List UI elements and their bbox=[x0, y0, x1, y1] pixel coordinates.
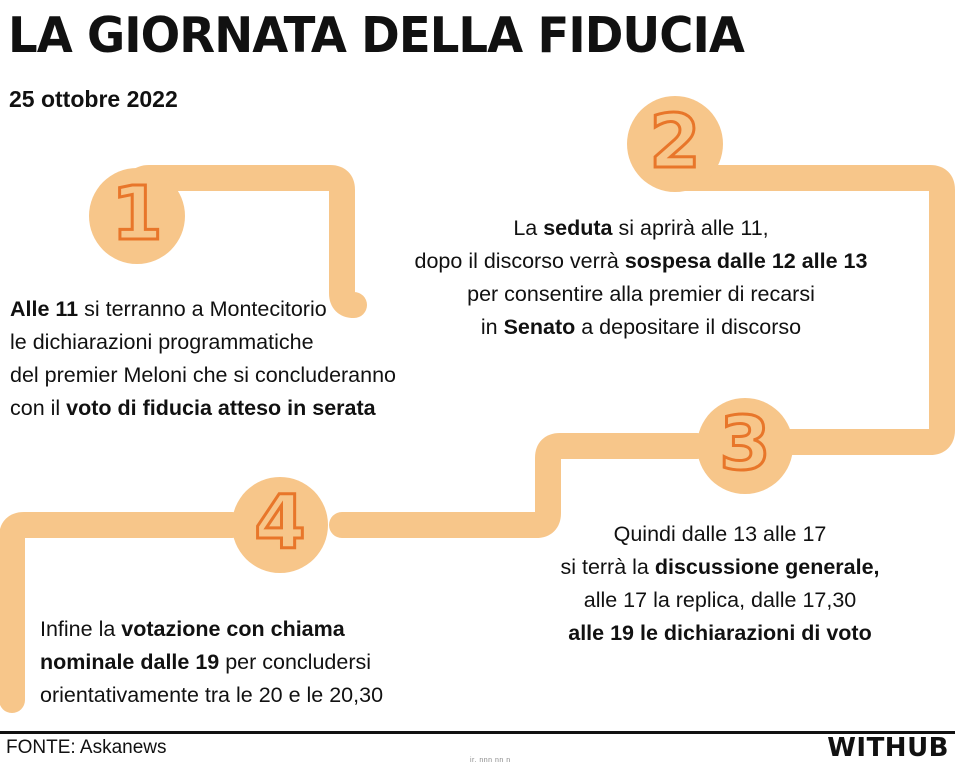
page-date: 25 ottobre 2022 bbox=[9, 86, 178, 112]
step-number-1: 1 bbox=[111, 171, 163, 257]
footer-divider bbox=[0, 731, 955, 734]
step-marker-1 bbox=[89, 168, 185, 264]
page-title: LA GIORNATA DELLA FIDUCIA bbox=[8, 7, 744, 64]
step-text-1: Alle 11 si terranno a Montecitorio le dichiarazioni programmatiche del premier Meloni che si concluderanno con il voto di fiducia atteso in serata bbox=[10, 297, 397, 420]
step-marker-3 bbox=[697, 398, 793, 494]
step-text-2: La seduta si aprirà alle 11, dopo il discorso verrà sospesa dalle 12 alle 13 per consentire alla premier di recarsi in Senato a depositare il discorso bbox=[414, 216, 868, 339]
step-number-2: 2 bbox=[649, 99, 701, 185]
step-number-3: 3 bbox=[719, 401, 771, 487]
step-text-4: Infine la votazione con chiama nominale dalle 19 per concludersi orientativamente tra le 20 e le 20,30 bbox=[40, 617, 384, 707]
footer-source: FONTE: Askanews bbox=[6, 737, 167, 758]
footer-brand: WITHUB bbox=[827, 733, 949, 763]
footer-microtext: ir. nnn nn n bbox=[470, 757, 511, 764]
step-text-3: Quindi dalle 13 alle 17 si terrà la discussione generale, alle 17 la replica, dalle 17,30 alle 19 le dichiarazioni di voto bbox=[560, 522, 880, 645]
step-marker-4 bbox=[232, 477, 328, 573]
step-marker-2 bbox=[627, 96, 723, 192]
step-number-4: 4 bbox=[254, 480, 306, 566]
